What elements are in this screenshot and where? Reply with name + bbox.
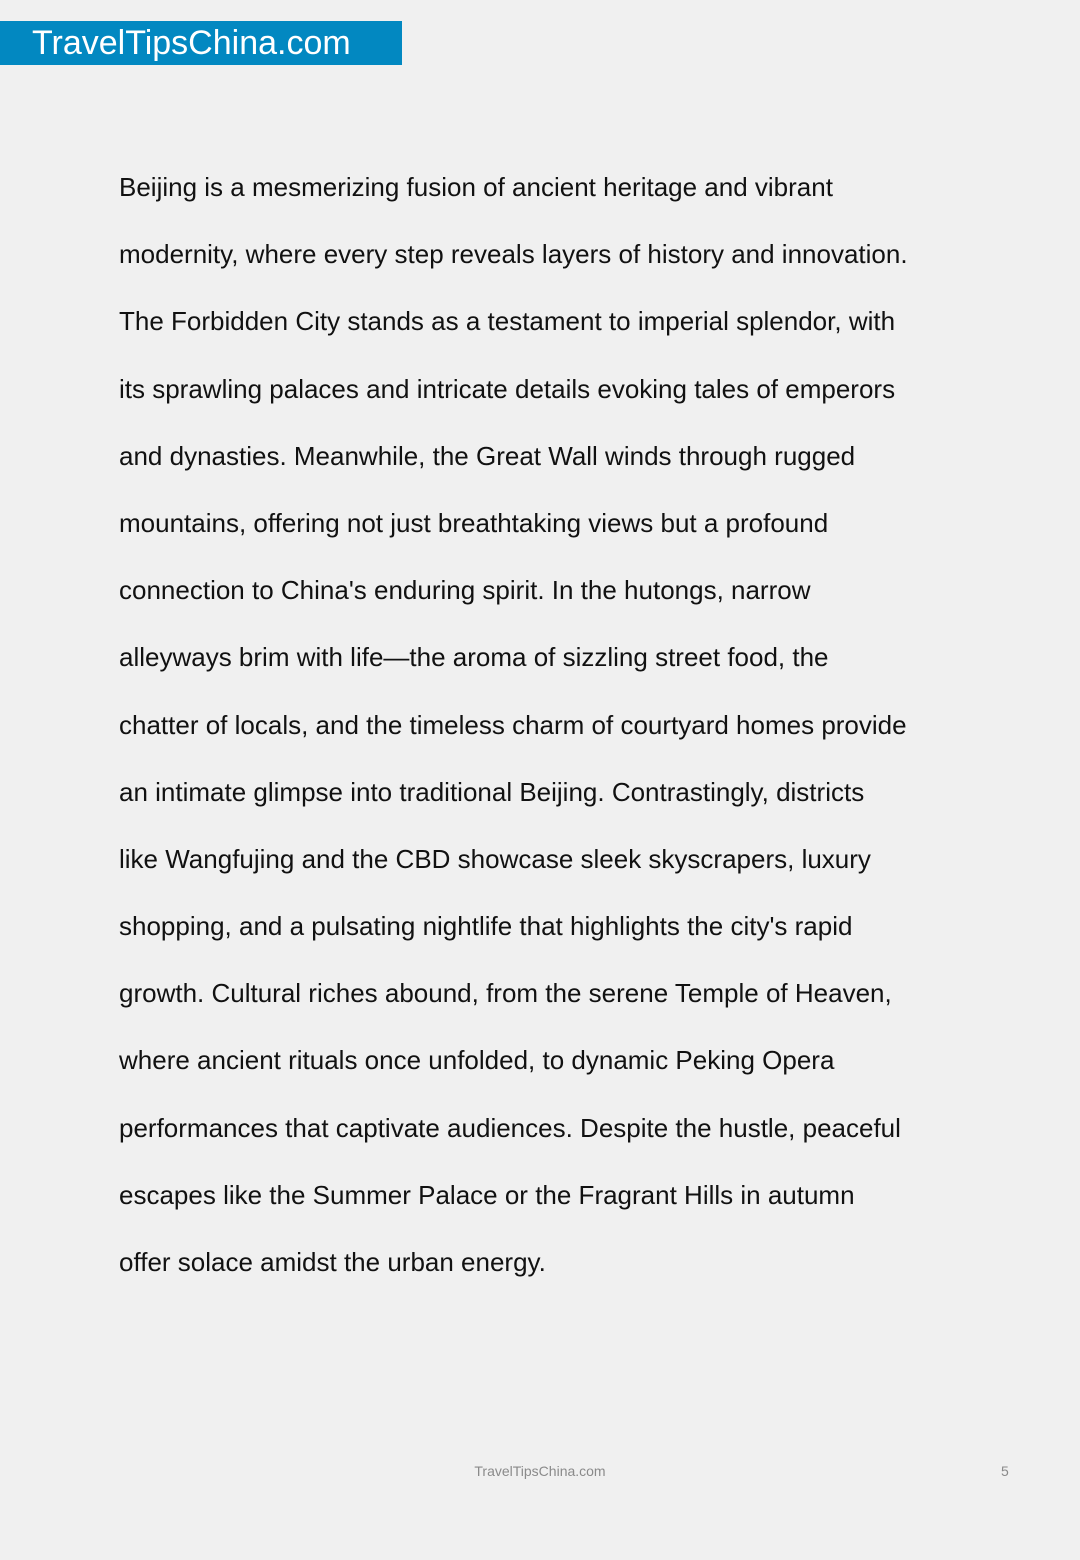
article-line: modernity, where every step reveals layers of history and innovation. [119,239,908,270]
article-line: an intimate glimpse into traditional Beijing. Contrastingly, districts [119,776,865,807]
site-title-banner: TravelTipsChina.com [0,21,402,65]
article-line: its sprawling palaces and intricate details evoking tales of emperors [119,373,896,404]
article-line: escapes like the Summer Palace or the Fragrant Hills in autumn [119,1179,855,1210]
page-number: 5 [1001,1463,1009,1479]
article-line: connection to China's enduring spirit. In the hutongs, narrow [119,575,811,606]
article-line: performances that captivate audiences. Despite the hustle, peaceful [119,1112,901,1143]
article-line: shopping, and a pulsating nightlife that highlights the city's rapid [119,911,853,942]
article-line: where ancient rituals once unfolded, to dynamic Peking Opera [119,1045,835,1076]
article-line: growth. Cultural riches abound, from the serene Temple of Heaven, [119,978,892,1009]
article-line: like Wangfujing and the CBD showcase sleek skyscrapers, luxury [119,843,871,874]
article-line: The Forbidden City stands as a testament to imperial splendor, with [119,306,896,337]
article-body [119,165,999,1307]
article-line: offer solace amidst the urban energy. [119,1247,546,1277]
article-line: and dynasties. Meanwhile, the Great Wall winds through rugged [119,440,856,471]
article-line: alleyways brim with life—the aroma of sizzling street food, the [119,642,829,673]
article-line: Beijing is a mesmerizing fusion of ancient heritage and vibrant [119,172,833,202]
footer-site-name: TravelTipsChina.com [474,1463,606,1479]
article-line: chatter of locals, and the timeless charm of courtyard homes provide [119,709,907,740]
article-line: mountains, offering not just breathtaking views but a profound [119,507,829,538]
